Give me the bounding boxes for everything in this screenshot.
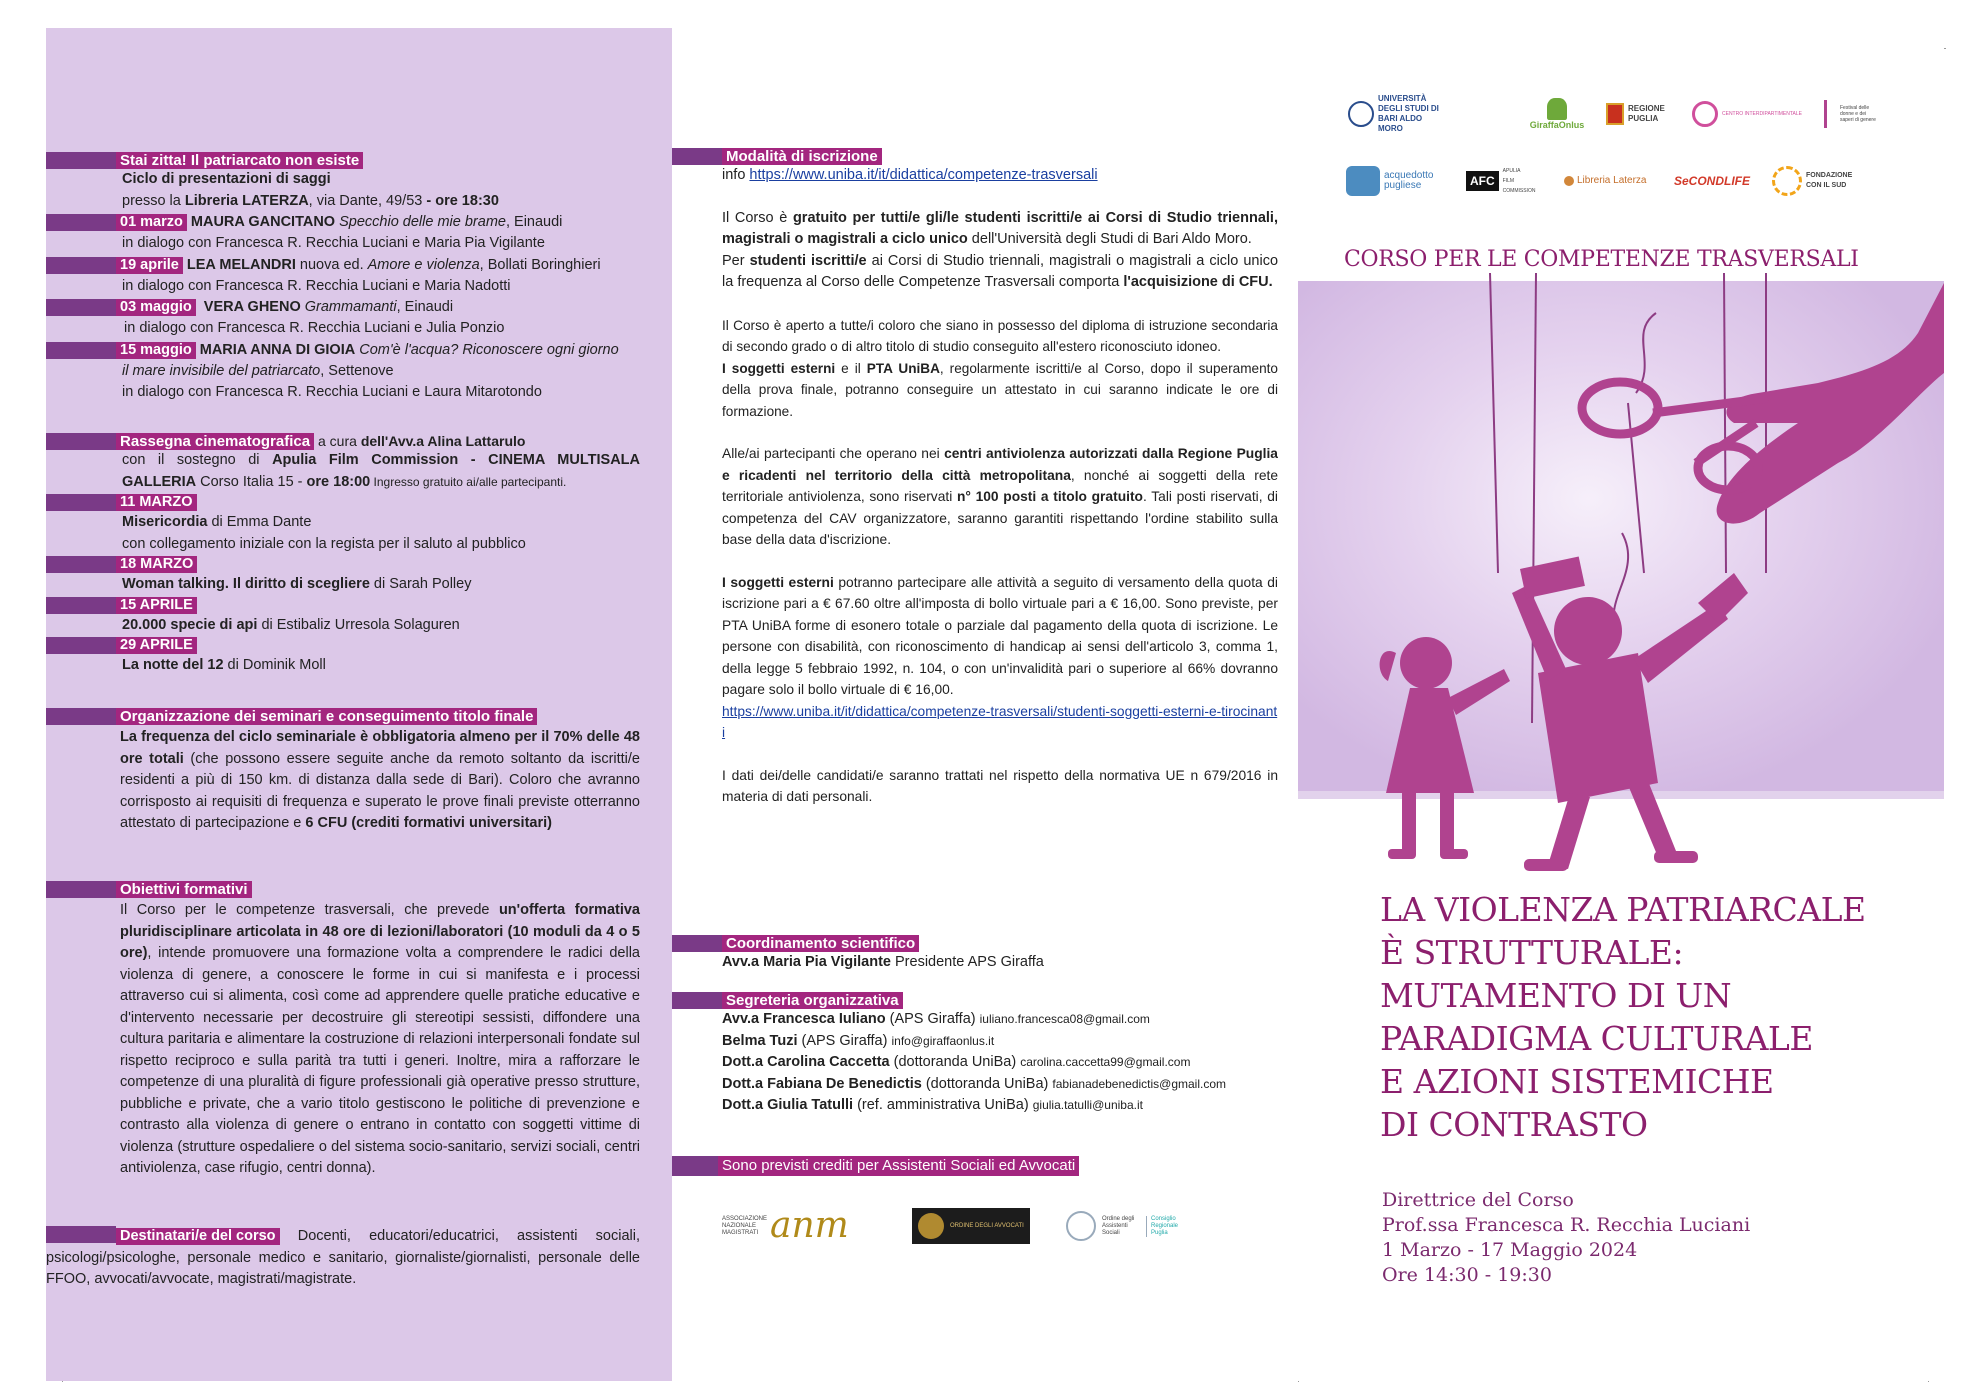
section-title: Sono previsti crediti per Assistenti Sociali ed Avvocati [718, 1156, 1079, 1176]
section-title: Organizzazione dei seminari e conseguimento titolo finale [116, 708, 537, 725]
objectives-section [46, 881, 672, 1180]
interdepartmental-center-logo: CENTRO INTERDIPARTIMENTALE [1692, 101, 1810, 127]
main-title: LA VIOLENZA PATRIARCALE È STRUTTURALE: MUTAMENTO DI UN PARADIGMA CULTURALE E AZIONI SISTEMICHE DI CONTRASTO [1380, 890, 1866, 1144]
info-line: info https://www.uniba.it/it/didattica/competenze-trasversali [722, 167, 1098, 183]
enrollment-section [672, 148, 1298, 808]
dialog-line: in dialogo con Francesca R. Recchia Luciani e Laura Mitarotondo [122, 384, 542, 400]
regione-puglia-logo: REGIONE PUGLIA [1606, 103, 1678, 125]
list-item: 01 marzo MAURA GANCITANO Specchio delle mie brame, Einaudi [46, 212, 672, 233]
secondlife-logo: SeCONDLIFE [1674, 174, 1751, 188]
afc-logo: AFC APULIA FILM COMMISSION [1466, 166, 1548, 196]
credits-logos [722, 1205, 1186, 1246]
secretariat-list [672, 1009, 1298, 1117]
list-item: 15 APRILE [46, 596, 672, 615]
section-title: Modalità di iscrizione [722, 148, 882, 165]
section-title: Rassegna cinematografica [116, 433, 314, 450]
audience-section [46, 1226, 672, 1291]
left-panel [46, 28, 672, 1381]
film-note: con collegamento iniziale con la regista per il saluto al pubblico [122, 535, 526, 552]
giraffa-logo: GiraffaOnlus [1522, 98, 1592, 130]
section-title: Obiettivi formativi [116, 881, 252, 898]
support-text: con il sostegno di Apulia Film Commission - CINEMA MULTISALA GALLERIA Corso Italia 15 - ore 18:00 Ingresso gratuito ai/alle partecipanti. [122, 452, 640, 490]
presentations-section [46, 152, 672, 404]
partner-logos-row-2 [1346, 166, 1870, 196]
film-line: Misericordia di Emma Dante [122, 514, 312, 530]
organization-section [46, 708, 672, 835]
section-title: Destinatari/e del corso [116, 1228, 280, 1245]
course-heading: CORSO PER LE COMPETENZE TRASVERSALI [1344, 247, 1859, 272]
film-line: Woman talking. Il diritto di scegliere di Sarah Polley [122, 576, 472, 592]
list-item: 11 MARZO [46, 493, 672, 512]
external-students-link[interactable]: https://www.uniba.it/it/didattica/competenze-trasversali/studenti-soggetti-esterni-e-tirocinanti [722, 703, 1278, 740]
list-item: 19 aprile LEA MELANDRI nuova ed. Amore e violenza, Bollati Boringhieri [46, 255, 672, 276]
dialog-line: in dialogo con Francesca R. Recchia Luciani e Maria Nadotti [122, 277, 511, 294]
list-item: 18 MARZO [46, 555, 672, 574]
course-director-block: Direttrice del Corso Prof.ssa Francesca R. Recchia Luciani 1 Marzo - 17 Maggio 2024 Ore 14:30 - 19:30 [1382, 1189, 1751, 1286]
list-item: Dott.a Fabiana De Benedictis (dottoranda UniBa) fabianadebenedictis@gmail.com [722, 1075, 1227, 1092]
credits-section [672, 1156, 1298, 1176]
middle-panel [672, 28, 1298, 1381]
social-workers-logo: Ordine degli Assistenti Sociali Consiglio Regionale Puglia [1066, 1211, 1186, 1241]
coordinator: Avv.a Maria Pia Vigilante Presidente APS Giraffa [722, 954, 1044, 970]
section-title: Stai zitta! Il patriarcato non esiste [116, 152, 363, 169]
info-link[interactable]: https://www.uniba.it/it/didattica/competenze-trasversali [749, 167, 1098, 183]
anm-logo: ASSOCIAZIONE NAZIONALE MAGISTRATI anm [722, 1205, 849, 1246]
film-section [46, 433, 672, 677]
venue-line: presso la Libreria LATERZA, via Dante, 49/53 - ore 18:30 [122, 192, 499, 209]
festival-logo: Festival delle donne e dei saperi di genere [1824, 100, 1884, 128]
curator: a cura dell'Avv.a Alina Lattarulo [318, 433, 526, 449]
list-item: 03 maggio VERA GHENO Grammamanti, Einaudi [46, 297, 672, 318]
organization-text: La frequenza del ciclo seminariale è obbligatoria almeno per il 70% delle 48 ore totali (che possono essere seguite anche da remoto soltanto da iscritti/e residenti a più di 150 km. di distanza dalla sede di Bari). Coloro che avranno corrisposto ai requisiti di frequenza e superato le prove finali previste otterranno attestato di partecipazione e 6 CFU (crediti formativi universitari) [120, 729, 640, 831]
acquedotto-logo: acquedotto pugliese [1346, 166, 1450, 196]
list-item: 15 maggio MARIA ANNA DI GIOIA Com'è l'acqua? Riconoscere ogni giorno [46, 340, 672, 361]
university-logo: UNIVERSITÀ DEGLI STUDI DI BARI ALDO MORO [1348, 94, 1508, 134]
laterza-logo: Libreria Laterza [1564, 176, 1658, 186]
audience-text: Destinatari/e del corso Docenti, educatori/educatrici, assistenti sociali, psicologi/psicologhe, personale medico e sanitario, giornaliste/giornalisti, personale delle FFOO, avvocati/avvocate, magistrati/magistrate. [46, 1228, 640, 1287]
section-title: Segreteria organizzativa [722, 992, 903, 1009]
subtitle: Ciclo di presentazioni di saggi [122, 171, 331, 187]
bar-association-logo: ORDINE DEGLI AVVOCATI [912, 1208, 1030, 1244]
list-item: Dott.a Giulia Tatulli (ref. amministrativa UniBa) giulia.tatulli@uniba.it [722, 1097, 1143, 1113]
partner-logos-row-1 [1348, 94, 1884, 134]
dialog-line: in dialogo con Francesca R. Recchia Luciani e Maria Pia Vigilante [122, 235, 545, 251]
puppet-illustration [1298, 273, 1944, 873]
section-title: Coordinamento scientifico [722, 935, 919, 952]
list-item: 29 APRILE [46, 636, 672, 655]
film-line: 20.000 specie di api di Estibaliz Urresola Solaguren [122, 616, 460, 633]
secretariat-section [672, 992, 1298, 1117]
coordination-section [672, 935, 1298, 974]
fondazione-sud-logo: FONDAZIONE CON IL SUD [1772, 166, 1870, 196]
list-item: Dott.a Carolina Caccetta (dottoranda UniBa) carolina.caccetta99@gmail.com [722, 1054, 1191, 1070]
enrollment-text: Il Corso è gratuito per tutti/e gli/le studenti iscritti/e ai Corsi di Studio triennali, magistrali o magistrali a ciclo unico dell'Università degli Studi di Bari Aldo Moro. Per studenti iscritti/e ai Corsi di Studio triennali, magistrali o magistrali a ciclo unico la frequenza al Corso delle Competenze Trasversali comporta l'acquisizione di CFU. Il Corso è aperto a tutte/i coloro che siano in possesso del diploma di istruzione secondaria di secondo grado o di altro titolo di studio conseguito all'estero riconosciuto idoneo. I soggetti esterni e il PTA UniBA, regolarmente iscritti/e al Corso, dopo il superamento della prova finale, potranno conseguire un attestato in cui saranno indicate le ore di formazione. Alle/ai partecipanti che operano nei centri antiviolenza autorizzati dalla Regione Puglia e ricadenti nel territorio della città metropolitana, nonché ai soggetti della rete territoriale antiviolenza, sono riservati n° 100 posti a titolo gratuito. Tali posti riservati, di competenza del CAV organizzatore, saranno garantiti rispettando l'ordine stabilito sulla base della data d'iscrizione. I soggetti esterni potranno partecipare alle attività a seguito di versamento della quota di iscrizione pari a € 67.60 oltre all'imposta di bollo virtuale pari a € 16,00. Sono previste, per PTA UniBA forme di esonero totale o parziale dal pagamento della quota di iscrizione. Le persone con disabilità, con riconoscimento di handicap ai sensi dell'articolo 3, comma 1, della legge 5 febbraio 1992, n. 104, o con un'invalidità pari o superiore al 66% dovranno pagare solo il bollo virtuale di € 16,00. https://www.uniba.it/it/didattica/competenze-trasversali/studenti-soggetti-esterni-e-tirocinanti I dati dei/delle candidati/e saranno trattati nel rispetto della normativa UE n 679/2016 in materia di dati personali. [722, 209, 1279, 804]
list-item: Avv.a Francesca Iuliano (APS Giraffa) iuliano.francesca08@gmail.com [722, 1011, 1150, 1027]
film-line: La notte del 12 di Dominik Moll [122, 657, 326, 673]
book-title-continued: il mare invisibile del patriarcato, Settenove [122, 362, 394, 379]
list-item: Belma Tuzi (APS Giraffa) info@giraffaonlus.it [722, 1032, 995, 1049]
objectives-text: Il Corso per le competenze trasversali, che prevede un'offerta formativa pluridisciplinare articolata in 48 ore di lezioni/laboratori (10 moduli da 4 o 5 ore), intende promuovere una formazione volta a comprendere le radici della violenza di genere, a conoscere le forme in cui si manifesta e i processi attraverso cui si alimenta, così come ad apprendere quelle pratiche educative e d'intervento necessarie per decostruire gli stereotipi sessisti, diffondere una cultura paritaria e alimentare la costruzione di relazioni interpersonali fondate sul rispetto reciproco e sulla parità tra tutti i generi. Inoltre, mira a rafforzare le competenze di una pluralità di figure professionali già operative presso strutture, pubbliche e private, che a vario titolo gestiscono le politiche di prevenzione e contrasto alla violenza di genere o entrano in contatto con soggetti vittime di violenza (strutture ospedaliere o del sistema socio-sanitario, servizi sociali, centri antiviolenza, case rifugio, centri donna). [120, 902, 640, 1176]
dialog-line: in dialogo con Francesca R. Recchia Luciani e Julia Ponzio [124, 320, 505, 336]
cover-panel [1298, 28, 1944, 1381]
